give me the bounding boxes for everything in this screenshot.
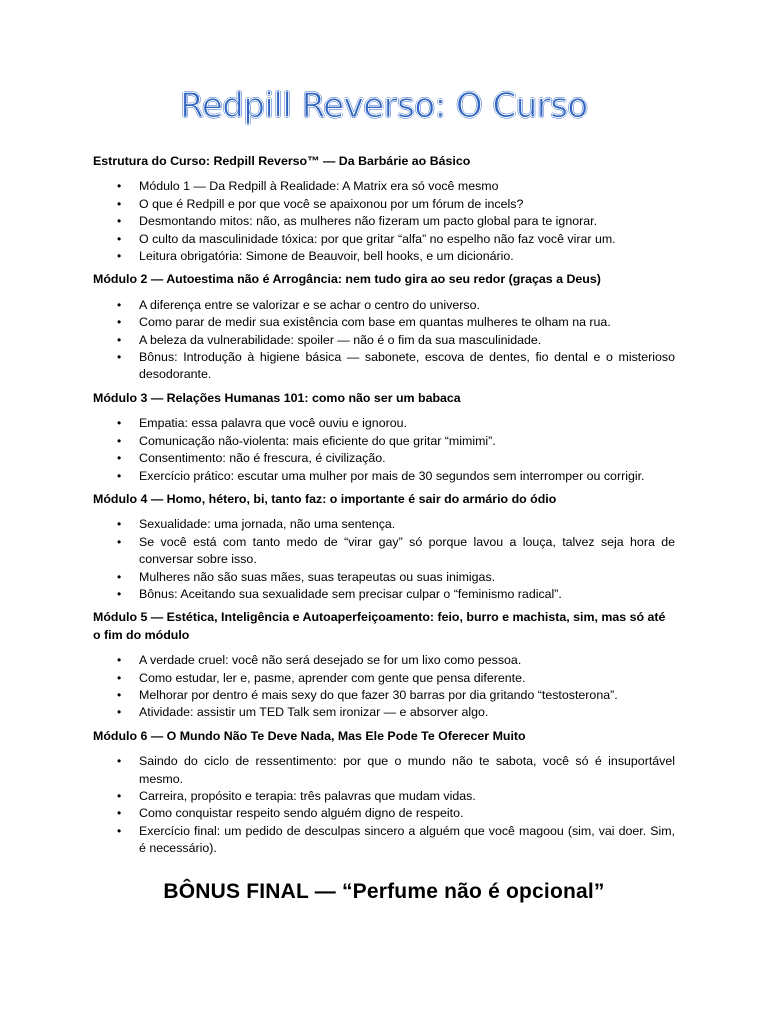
- bullet-icon: •: [117, 705, 122, 720]
- list-item-text: Mulheres não são suas mães, suas terapeutas ou suas inimigas.: [139, 569, 496, 584]
- bullet-list: [93, 178, 675, 265]
- bullet-icon: •: [117, 179, 122, 194]
- list-item-text: Carreira, propósito e terapia: três palavras que mudam vidas.: [139, 789, 476, 803]
- bullet-icon: •: [117, 214, 122, 229]
- list-item-text: Consentimento: não é frescura, é civilização.: [139, 451, 386, 466]
- bullet-icon: •: [117, 789, 122, 803]
- bullet-icon: •: [117, 534, 122, 549]
- list-item: [93, 652, 675, 669]
- bullet-icon: •: [117, 231, 122, 246]
- list-item: [93, 753, 675, 788]
- document-body: [93, 153, 675, 864]
- bullet-icon: •: [117, 823, 122, 838]
- bullet-icon: •: [117, 332, 122, 347]
- module-list: [93, 178, 675, 857]
- bullet-icon: •: [117, 249, 122, 264]
- bullet-icon: •: [117, 653, 122, 668]
- list-item: [93, 213, 675, 230]
- module-heading: Módulo 6 — O Mundo Não Te Deve Nada, Mas Ele Pode Te Oferecer Muito: [93, 728, 526, 743]
- list-item: [93, 178, 675, 195]
- bullet-icon: •: [117, 586, 122, 601]
- bullet-list: [93, 652, 675, 722]
- list-item: [93, 314, 675, 331]
- list-item: [93, 670, 675, 687]
- list-item: [93, 415, 675, 432]
- list-item: [93, 687, 675, 704]
- list-item-text: Comunicação não-violenta: mais eficiente do que gritar “mimimi”.: [139, 433, 496, 448]
- list-item: [93, 450, 675, 467]
- bullet-icon: •: [117, 416, 122, 431]
- list-item-text: Saindo do ciclo de ressentimento: por que o mundo não te sabota, você só é insuportável mesmo.: [139, 754, 675, 786]
- list-item-text: Como estudar, ler e, pasme, aprender com gente que pensa diferente.: [139, 670, 526, 685]
- bullet-icon: •: [117, 315, 122, 330]
- list-item: [93, 349, 675, 384]
- module-heading: Módulo 3 — Relações Humanas 101: como não ser um babaca: [93, 390, 461, 405]
- list-item-text: Bônus: Introdução à higiene básica — sabonete, escova de dentes, fio dental e o misterioso desodorante.: [139, 350, 675, 382]
- list-item: [93, 332, 675, 349]
- list-item-text: Como conquistar respeito sendo alguém digno de respeito.: [139, 806, 464, 821]
- list-item-text: A verdade cruel: você não será desejado se for um lixo como pessoa.: [139, 653, 522, 668]
- bullet-icon: •: [117, 517, 122, 532]
- list-item-text: A beleza da vulnerabilidade: spoiler — não é o fim da sua masculinidade.: [139, 332, 542, 347]
- bullet-icon: •: [117, 569, 122, 584]
- bullet-icon: •: [117, 297, 122, 312]
- list-item: [93, 196, 675, 213]
- final-bonus-heading: BÔNUS FINAL — “Perfume não é opcional”: [163, 880, 605, 903]
- list-item: [93, 805, 675, 822]
- list-item: [93, 516, 675, 533]
- list-item-text: A diferença entre se valorizar e se achar o centro do universo.: [139, 297, 480, 312]
- list-item: [93, 586, 675, 603]
- bullet-icon: •: [117, 670, 122, 685]
- list-item: [93, 569, 675, 586]
- bullet-icon: •: [117, 451, 122, 466]
- list-item-text: Melhorar por dentro é mais sexy do que fazer 30 barras por dia gritando “testosterona”.: [139, 687, 618, 702]
- module-heading: Módulo 2 — Autoestima não é Arrogância: nem tudo gira ao seu redor (graças a Deus): [93, 272, 601, 287]
- bullet-icon: •: [117, 468, 122, 483]
- bullet-icon: •: [117, 350, 122, 365]
- bullet-icon: •: [117, 806, 122, 821]
- list-item-text: Empatia: essa palavra que você ouviu e ignorou.: [139, 416, 407, 431]
- list-item: [93, 534, 675, 569]
- bullet-icon: •: [117, 687, 122, 702]
- bullet-list: [93, 415, 675, 485]
- list-item: [93, 231, 675, 248]
- list-item-text: Leitura obrigatória: Simone de Beauvoir, bell hooks, e um dicionário.: [139, 249, 514, 264]
- bullet-icon: •: [117, 754, 122, 769]
- list-item: [93, 788, 675, 805]
- intro-heading: Estrutura do Curso: Redpill Reverso™ — Da Barbárie ao Básico: [93, 154, 471, 168]
- bullet-list: [93, 297, 675, 384]
- bullet-icon: •: [117, 196, 122, 211]
- list-item-text: Desmontando mitos: não, as mulheres não fizeram um pacto global para te ignorar.: [139, 214, 598, 229]
- module-heading: Módulo 4 — Homo, hétero, bi, tanto faz: o importante é sair do armário do ódio: [93, 491, 557, 506]
- list-item-text: Módulo 1 — Da Redpill à Realidade: A Matrix era só você mesmo: [139, 179, 499, 194]
- list-item-text: Sexualidade: uma jornada, não uma sentença.: [139, 517, 396, 532]
- document-title: Redpill Reverso: O Curso: [180, 86, 588, 126]
- list-item-text: Exercício prático: escutar uma mulher por mais de 30 segundos sem interromper ou corrigir.: [139, 468, 645, 483]
- list-item-text: Se você está com tanto medo de “virar gay” só porque lavou a louça, talvez seja hora de conversar sobre isso.: [139, 534, 675, 567]
- list-item: [93, 297, 675, 314]
- list-item: [93, 248, 675, 265]
- bullet-icon: •: [117, 433, 122, 448]
- list-item-text: Bônus: Aceitando sua sexualidade sem precisar culpar o “feminismo radical”.: [139, 586, 562, 601]
- list-item-text: Exercício final: um pedido de desculpas sincero a alguém que você magoou (sim, vai doer. Sim, é necessário).: [139, 823, 675, 856]
- list-item: [93, 704, 675, 721]
- list-item: [93, 823, 675, 858]
- list-item: [93, 468, 675, 485]
- list-item-text: O culto da masculinidade tóxica: por que gritar “alfa” no espelho não faz você virar um.: [139, 231, 616, 246]
- module-heading: Módulo 5 — Estética, Inteligência e Autoaperfeiçoamento: feio, burro e machista, sim, mas só até o fim do módulo: [93, 610, 666, 642]
- list-item: [93, 433, 675, 450]
- bullet-list: [93, 753, 675, 857]
- bullet-list: [93, 516, 675, 603]
- list-item-text: Atividade: assistir um TED Talk sem ironizar — e absorver algo.: [139, 705, 489, 720]
- list-item-text: Como parar de medir sua existência com base em quantas mulheres te olham na rua.: [139, 315, 611, 330]
- list-item-text: O que é Redpill e por que você se apaixonou por um fórum de incels?: [139, 196, 524, 211]
